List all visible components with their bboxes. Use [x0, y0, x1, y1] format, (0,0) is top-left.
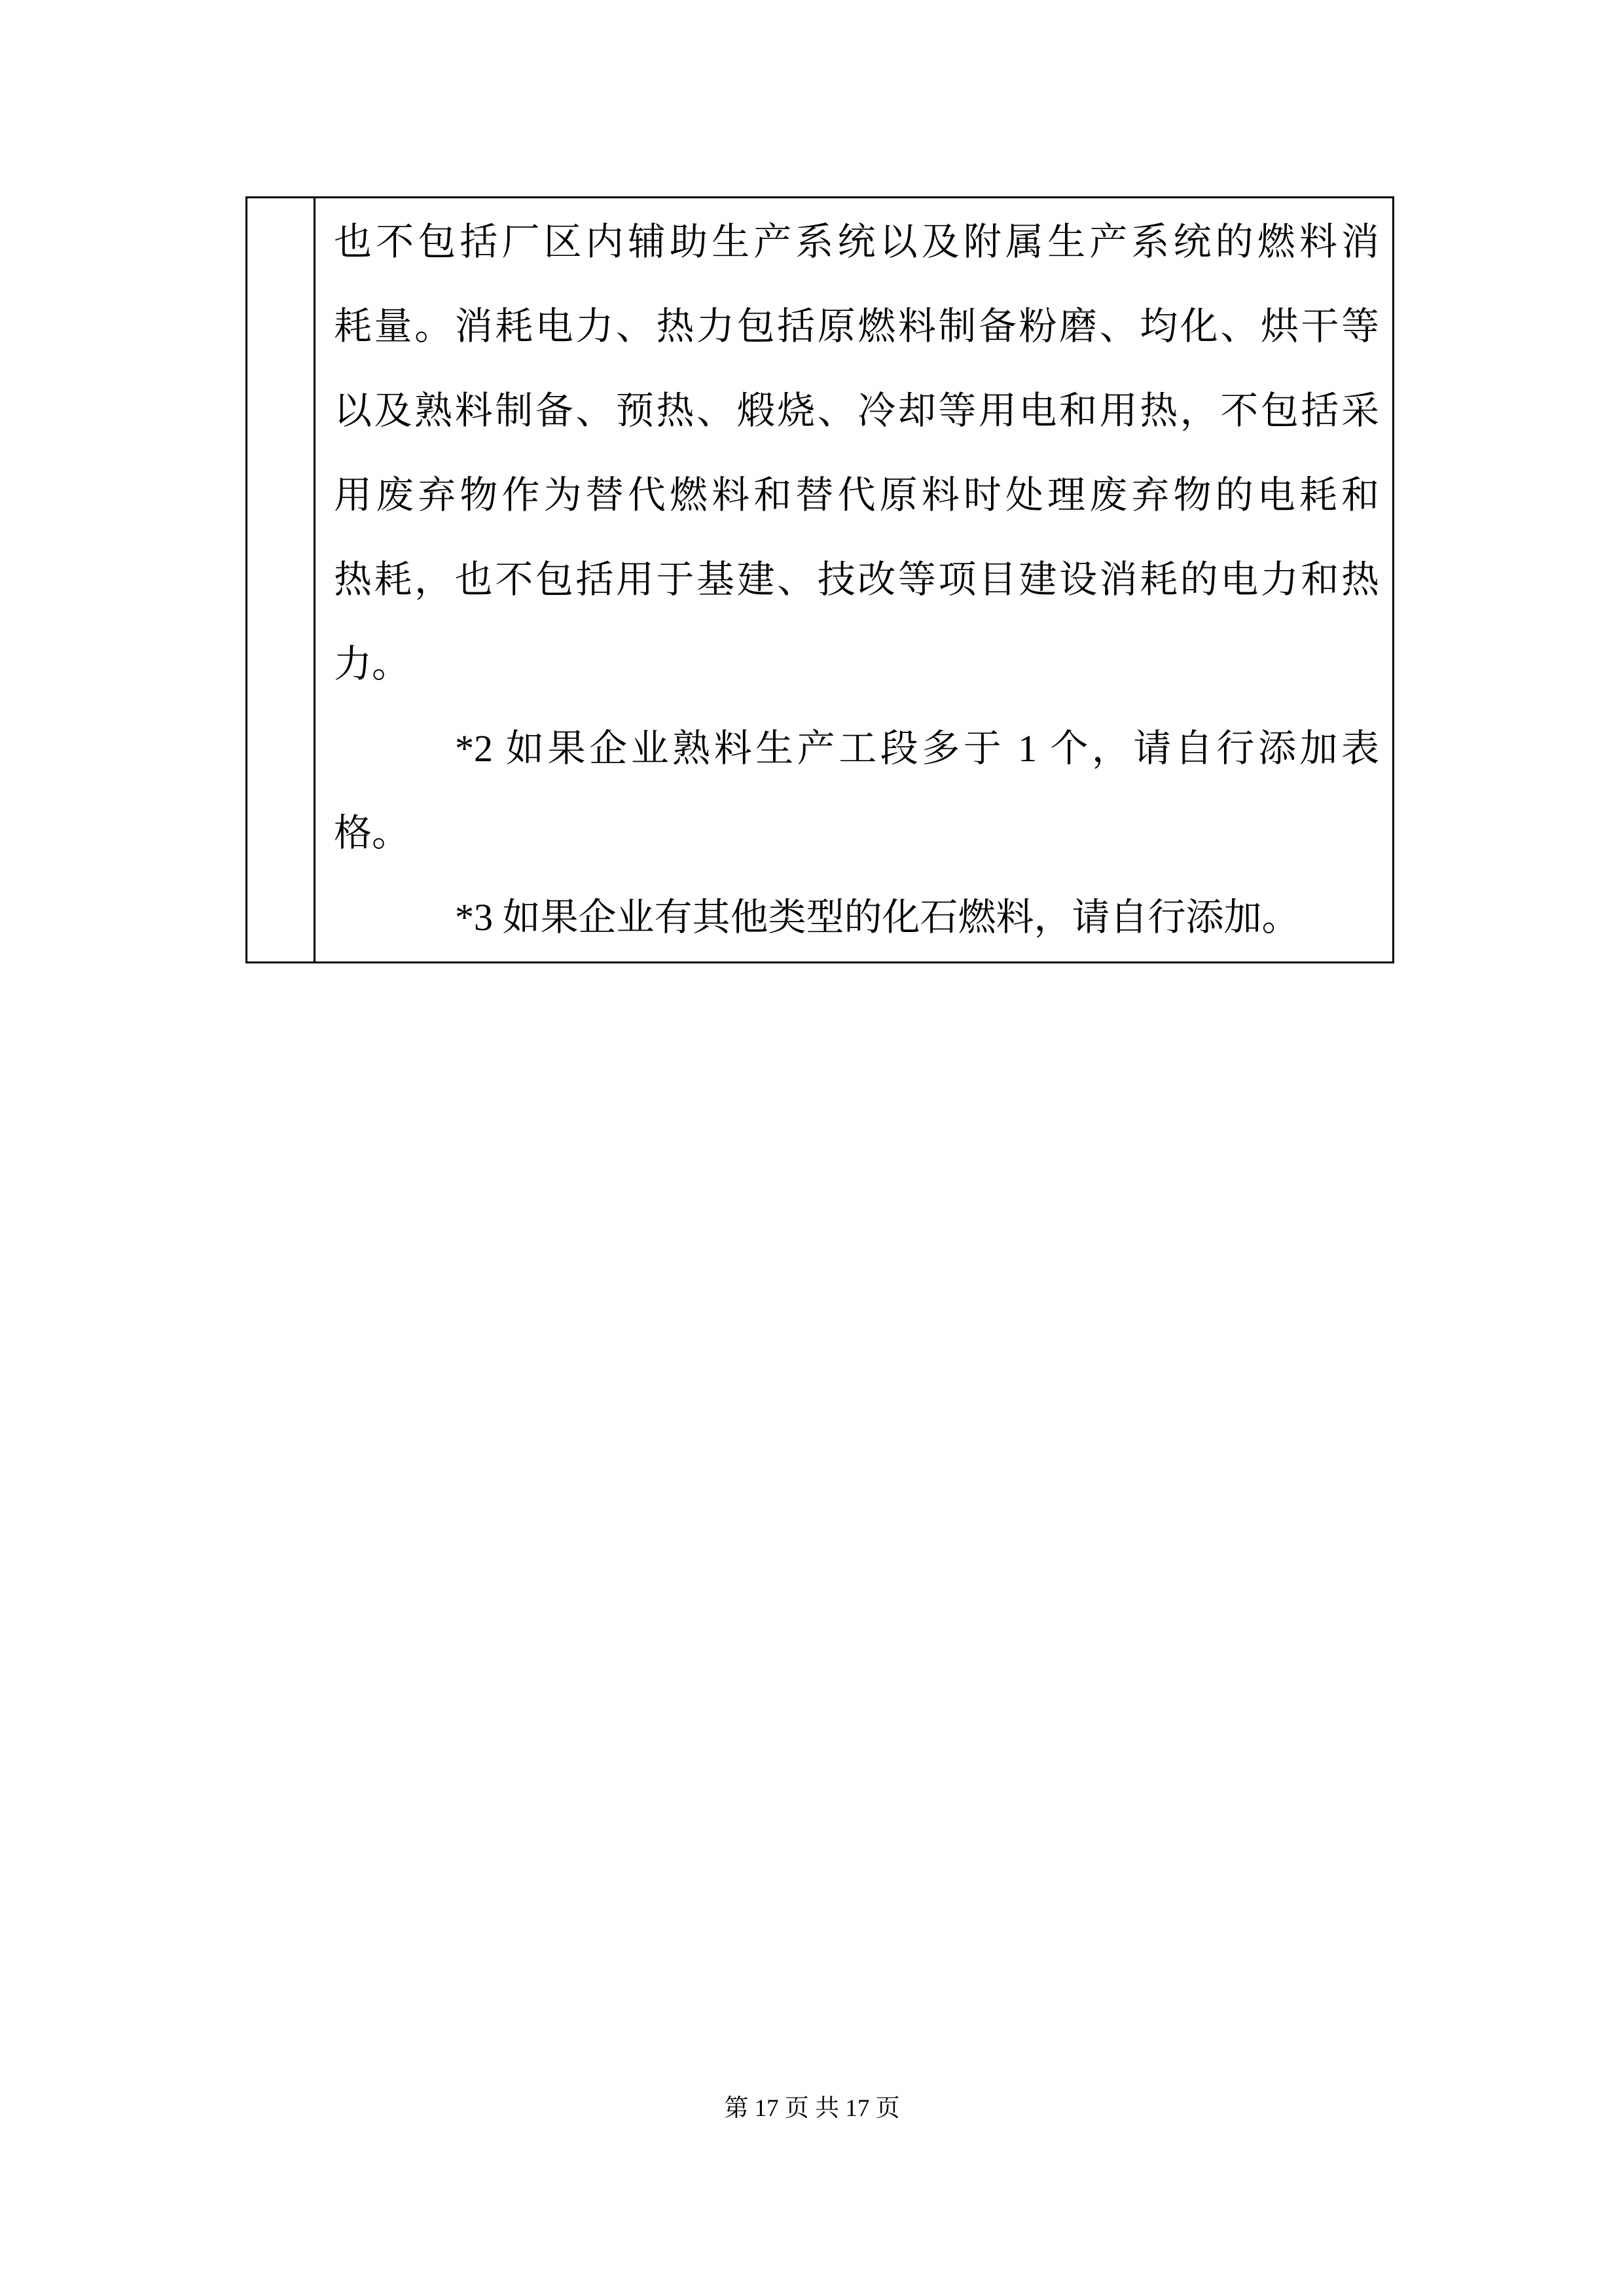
- note-line: 用废弃物作为替代燃料和替代原料时处理废弃物的电耗和: [334, 474, 1379, 516]
- table-cell-left-empty: [247, 198, 316, 961]
- note-line: 以及熟料制备、预热、煅烧、冷却等用电和用热，不包括采: [334, 389, 1379, 432]
- note-line: 力。: [334, 643, 410, 685]
- note-line: 热耗，也不包括用于基建、技改等项目建设消耗的电力和热: [334, 558, 1379, 601]
- table-cell-notes: [316, 198, 1392, 961]
- note-line-footnote-2: *2 如果企业熟料生产工段多于 1 个，请自行添加表: [455, 727, 1379, 770]
- page-number-footer: 第 17 页 共 17 页: [724, 2095, 900, 2122]
- note-line: 也不包括厂区内辅助生产系统以及附属生产系统的燃料消: [334, 221, 1379, 263]
- note-line-footnote-3: *3 如果企业有其他类型的化石燃料，请自行添加。: [455, 896, 1300, 939]
- note-line: 格。: [334, 812, 410, 854]
- note-line: 耗量。消耗电力、热力包括原燃料制备粉磨、均化、烘干等: [334, 305, 1379, 348]
- content-table: [245, 196, 1394, 963]
